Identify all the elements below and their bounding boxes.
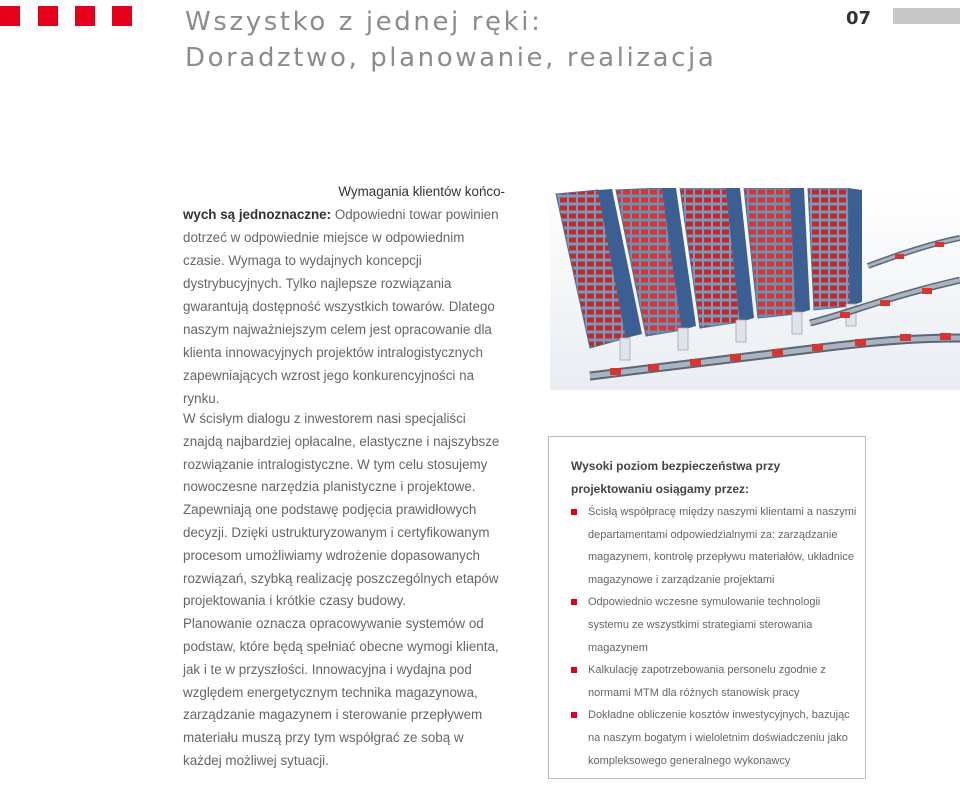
bullet-square-icon [571, 712, 577, 718]
bullet-square-icon [571, 509, 577, 515]
page-title [185, 4, 716, 76]
header-square-4 [112, 6, 132, 26]
header-gray-bar [893, 8, 960, 24]
highlight-box [548, 436, 866, 779]
bullet-square-icon [571, 667, 577, 673]
intro-text [183, 180, 505, 410]
list-item-text: Kalkulację zapotrzebowania personelu zgodnie z normami MTM dla różnych stanowisk pracy [588, 664, 826, 699]
bullet-square-icon [571, 599, 577, 605]
intro-lead-line: Wymagania klientów końco- [338, 184, 505, 199]
list-item [571, 501, 861, 591]
highlight-list [571, 501, 861, 772]
list-item-text: Dokładne obliczenie kosztów inwestycyjnych, bazując na naszym bogatym i wieloletnim doświadczeniu jako kompleksowego generalnego wykonawcy [588, 709, 850, 767]
page-title-line-1: Wszystko z jednej ręki: [185, 7, 543, 37]
header-square-2 [38, 6, 58, 26]
page-title-line-2: Doradztwo, planowanie, realizacja [185, 43, 717, 73]
header-square-1 [0, 6, 20, 26]
highlight-box-title: Wysoki poziom bezpieczeństwa przy projektowaniu osiągamy przez: [571, 459, 781, 496]
page-number: 07 [846, 8, 872, 29]
header-square-3 [75, 6, 95, 26]
list-item-text: Ścisłą współpracę między naszymi klientami a naszymi departamentami odpowiedzialnymi za: zarządzanie magazynem, kontrolę przepływu materiałów, układnice magazynowe i zarządzanie projektami [588, 506, 857, 586]
body-text [183, 408, 505, 773]
intro-rest: Odpowiedni towar powinien dotrzeć w odpowiednie miejsce w odpowiednim czasie. Wymaga to wydajnych koncepcji dystrybucyjnych. Tylko najlepsze rozwiązania gwarantują dostępność wszystkich towarów. Dlatego naszym najważniejszym celem jest opracowanie dla klienta innowacyjnych projektów intralogistycznych zapewniających wzrost jego konkurencyjności na rynku. [183, 207, 499, 406]
list-item [571, 591, 861, 659]
intro-bold-phrase: wych są jednoznaczne: [183, 207, 332, 222]
body-paragraph-1: W ścisłym dialogu z inwestorem nasi specjaliści znajdą najbardziej opłacalne, elastyczne i najszybsze rozwiązanie intralogistyczne. W tym celu stosujemy nowoczesne narzędzia planistyczne i projektowe. Zapewniają one podstawę podjęcia prawidłowych decyzji. Dzięki ustrukturyzowanym i certyfikowanym procesom umożliwiamy wdrożenie dopasowanych rozwiązań, szybką realizację poszczególnych etapów projektowania i krótkie czasy budowy. [183, 411, 500, 609]
list-item-text: Odpowiednio wczesne symulowanie technologii systemu ze wszystkimi strategiami sterowania magazynem [588, 596, 821, 654]
list-item [571, 704, 861, 772]
rack-block-5 [808, 188, 862, 310]
list-item [571, 659, 861, 704]
warehouse-illustration [550, 188, 960, 390]
intro-paragraph [183, 203, 505, 410]
body-paragraph-2: Planowanie oznacza opracowywanie systemów od podstaw, które będą spełniać obecne wymogi klienta, jak i te w przyszłości. Innowacyjna i wydajna pod względem energetycznym technika magazynowa, zarządzanie magazynem i sterowanie przepływem materiału muszą przy tym współgrać ze sobą w każdej możliwej sytuacji. [183, 616, 499, 768]
